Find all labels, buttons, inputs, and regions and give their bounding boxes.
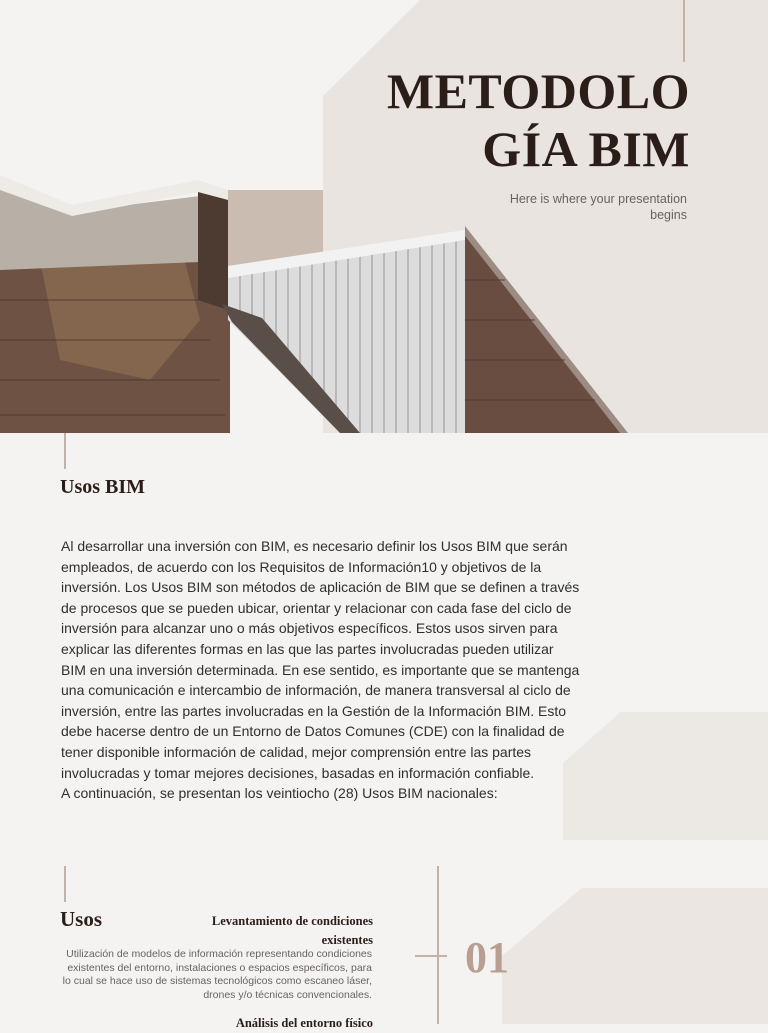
uso-title-next: Análisis del entorno físico [235, 1016, 373, 1030]
divider-vertical [437, 866, 439, 1024]
uso-title: Levantamiento de condiciones existentes [211, 914, 373, 947]
uso-number: 01 [465, 933, 509, 982]
page-subtitle: Here is where your presentation begins [509, 192, 687, 222]
divider-usos [64, 866, 66, 902]
divider-tick [415, 955, 447, 957]
section-paragraph-2: A continuación, se presentan los veintiocho (28) Usos BIM nacionales: [61, 785, 498, 802]
page-title: METODOLO GÍA BIM [386, 63, 690, 177]
decor-shape-mid [563, 712, 768, 840]
uso-description: Utilización de modelos de información representando condiciones existentes del entorno, instalaciones o espacios específicos, para lo cual se hace uso de sistemas tecnológicos como escaneo láser, drones y/o técnicas convencionales. [62, 948, 372, 1001]
divider-top [683, 0, 685, 62]
decor-shape-bottom [502, 888, 768, 1024]
section-body [61, 536, 581, 804]
divider-section [64, 433, 66, 469]
section-paragraph-1: Al desarrollar una inversión con BIM, es necesario definir los Usos BIM que serán empleados, de acuerdo con los Requisitos de Información10 y objetivos de la inversión. Los Usos BIM son métodos de aplicación de BIM que se definen a través de procesos que se pueden ubicar, orientar y relacionar con cada fase del ciclo de inversión para alcanzar uno o más objetivos específicos. Estos usos sirven para explicar las diferentes formas en las que las partes involucradas pueden utilizar BIM en una inversión determinada. En ese sentido, es importante que se mantenga una comunicación e intercambio de información, de manera transversal al ciclo de inversión, entre las partes involucradas en la Gestión de la Información BIM. Esto debe hacerse dentro de un Entorno de Datos Comunes (CDE) con la finalidad de tener disponible información de calidad, mejor comprensión entre las partes involucradas y tomar mejores decisiones, basadas en información confiable. [61, 538, 580, 781]
usos-label: Usos [60, 907, 103, 931]
section-heading: Usos BIM [60, 476, 146, 498]
